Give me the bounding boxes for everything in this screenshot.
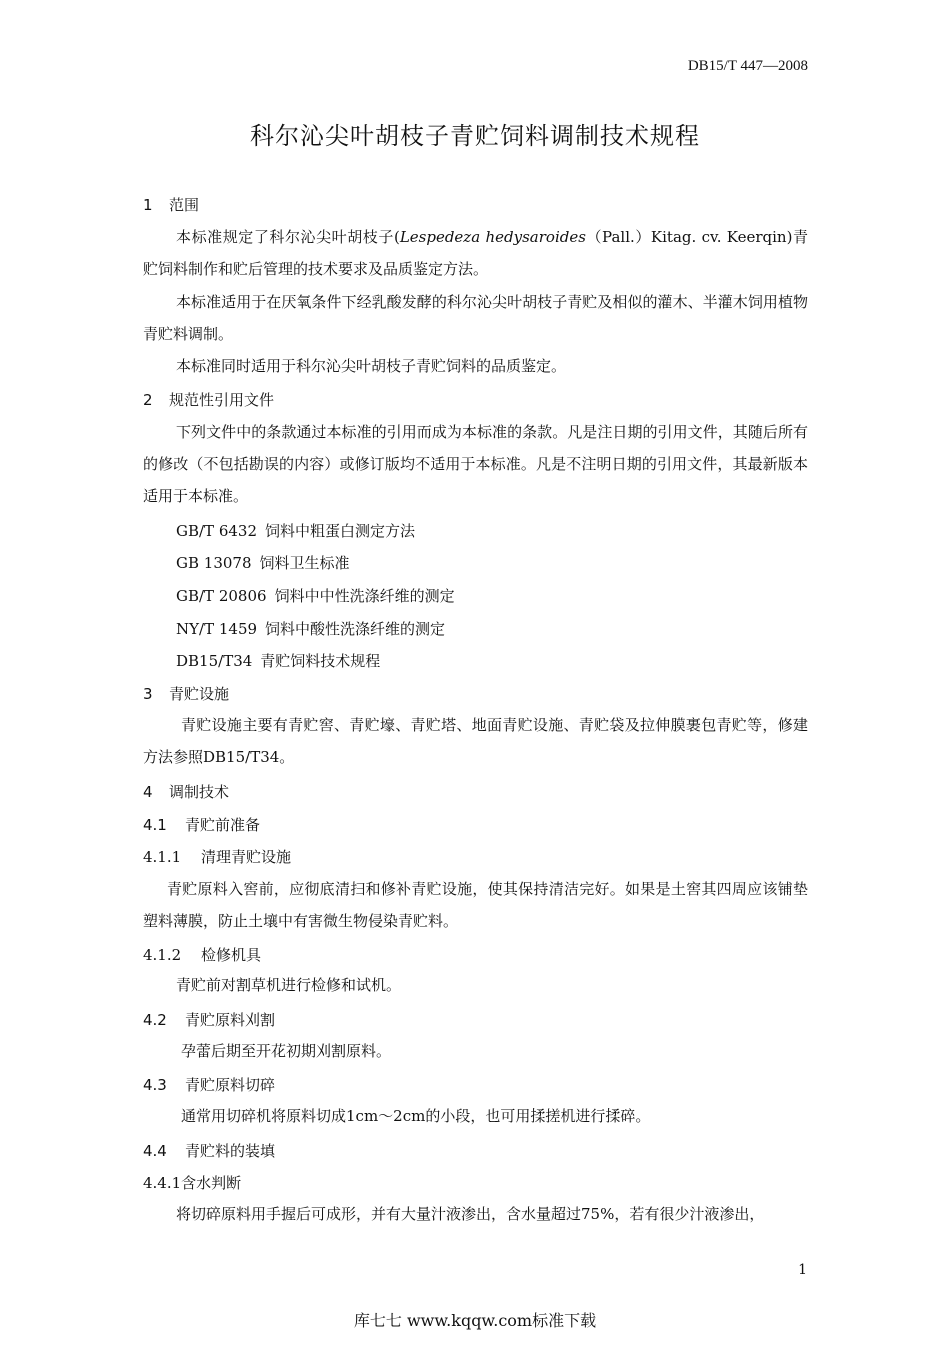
section-title: 清理青贮设施 — [201, 848, 292, 866]
section-number: 4.1.1 — [143, 848, 182, 866]
paragraph: 下列文件中的条款通过本标准的引用而成为本标准的条款。凡是注日期的引用文件，其随后所有的修改（不包括勘误的内容）或修订版均不适用于本标准。凡是不注明日期的引用文件，其最新版本适用于本标准。 — [143, 423, 808, 505]
section-title: 范围 — [169, 196, 200, 214]
section-number: 4.2 — [143, 1011, 167, 1029]
section-number: 4.4 — [143, 1142, 167, 1160]
paragraph: 本标准同时适用于科尔沁尖叶胡枝子青贮饲料的品质鉴定。 — [176, 357, 567, 375]
section-4-1-2-heading — [143, 944, 261, 965]
section-4-4-heading — [143, 1140, 275, 1161]
section-number: 4.4.1 — [143, 1174, 182, 1192]
section-number: 2 — [143, 391, 153, 409]
text: （Pall.）Kitag. cv. Keerqin)青贮饲料制作和贮后管理的技术要求及品质鉴定方法。 — [143, 228, 809, 278]
section-4-4-1-heading — [143, 1172, 241, 1193]
section-1-heading — [143, 194, 199, 215]
reference-code: GB/T 20806 — [176, 587, 267, 605]
reference-name: 饲料中中性洗涤纤维的测定 — [274, 587, 455, 605]
reference-item — [176, 585, 455, 606]
reference-item — [176, 520, 415, 541]
section-4-1-1-heading — [143, 846, 291, 867]
section-title: 青贮原料切碎 — [185, 1076, 276, 1094]
section-4-heading — [143, 781, 229, 802]
section-title: 青贮设施 — [169, 685, 230, 703]
standard-number: DB15/T 447—2008 — [687, 58, 808, 74]
reference-code: GB 13078 — [176, 554, 252, 572]
document-title: 科尔沁尖叶胡枝子青贮饲料调制技术规程 — [250, 122, 700, 150]
reference-code: GB/T 6432 — [176, 522, 258, 540]
section-number: 4 — [143, 783, 153, 801]
text: 本标准规定了科尔沁尖叶胡枝子( — [176, 228, 400, 246]
section-title: 青贮料的装填 — [185, 1142, 276, 1160]
section-title: 含水判断 — [181, 1174, 242, 1192]
reference-item — [176, 650, 380, 671]
reference-code: DB15/T34 — [176, 652, 253, 670]
reference-item — [176, 552, 350, 573]
paragraph: 孕蕾后期至开花初期刈割原料。 — [181, 1042, 392, 1060]
section-2-heading — [143, 389, 274, 410]
reference-name: 青贮饲料技术规程 — [260, 652, 381, 670]
reference-name: 饲料中粗蛋白测定方法 — [265, 522, 416, 540]
page-number: 1 — [798, 1262, 807, 1278]
footer-watermark: 库七七 www.kqqw.com标准下载 — [353, 1311, 597, 1330]
section-title: 青贮原料刈割 — [185, 1011, 276, 1029]
section-title: 调制技术 — [169, 783, 230, 801]
section-number: 1 — [143, 196, 153, 214]
paragraph: 青贮前对割草机进行检修和试机。 — [176, 976, 402, 994]
section-title: 青贮前准备 — [185, 816, 261, 834]
reference-code: NY/T 1459 — [176, 620, 258, 638]
section-number: 4.1 — [143, 816, 167, 834]
section-4-3-heading — [143, 1074, 275, 1095]
section-number: 4.1.2 — [143, 946, 182, 964]
section-title: 规范性引用文件 — [169, 391, 275, 409]
paragraph — [143, 221, 808, 285]
reference-name: 饲料中酸性洗涤纤维的测定 — [265, 620, 446, 638]
paragraph: 青贮原料入窖前，应彻底清扫和修补青贮设施，使其保持清洁完好。如果是土窖其四周应该铺垫塑料薄膜，防止土壤中有害微生物侵染青贮料。 — [143, 880, 808, 930]
paragraph: 将切碎原料用手握后可成形，并有大量汁液渗出，含水量超过75%，若有很少汁液渗出， — [176, 1205, 765, 1223]
latin-name: Lespedeza hedysaroides — [399, 228, 586, 246]
section-number: 3 — [143, 685, 153, 703]
section-3-heading — [143, 683, 229, 704]
paragraph: 青贮设施主要有青贮窖、青贮壕、青贮塔、地面青贮设施、青贮袋及拉伸膜裹包青贮等，修建方法参照DB15/T34。 — [143, 716, 808, 766]
reference-item — [176, 618, 445, 639]
section-4-1-heading — [143, 814, 260, 835]
section-number: 4.3 — [143, 1076, 167, 1094]
section-4-2-heading — [143, 1009, 275, 1030]
paragraph: 本标准适用于在厌氧条件下经乳酸发酵的科尔沁尖叶胡枝子青贮及相似的灌木、半灌木饲用植物青贮料调制。 — [143, 293, 808, 343]
paragraph: 通常用切碎机将原料切成1cm～2cm的小段，也可用揉搓机进行揉碎。 — [181, 1107, 651, 1125]
section-title: 检修机具 — [201, 946, 262, 964]
reference-name: 饲料卫生标准 — [259, 554, 350, 572]
